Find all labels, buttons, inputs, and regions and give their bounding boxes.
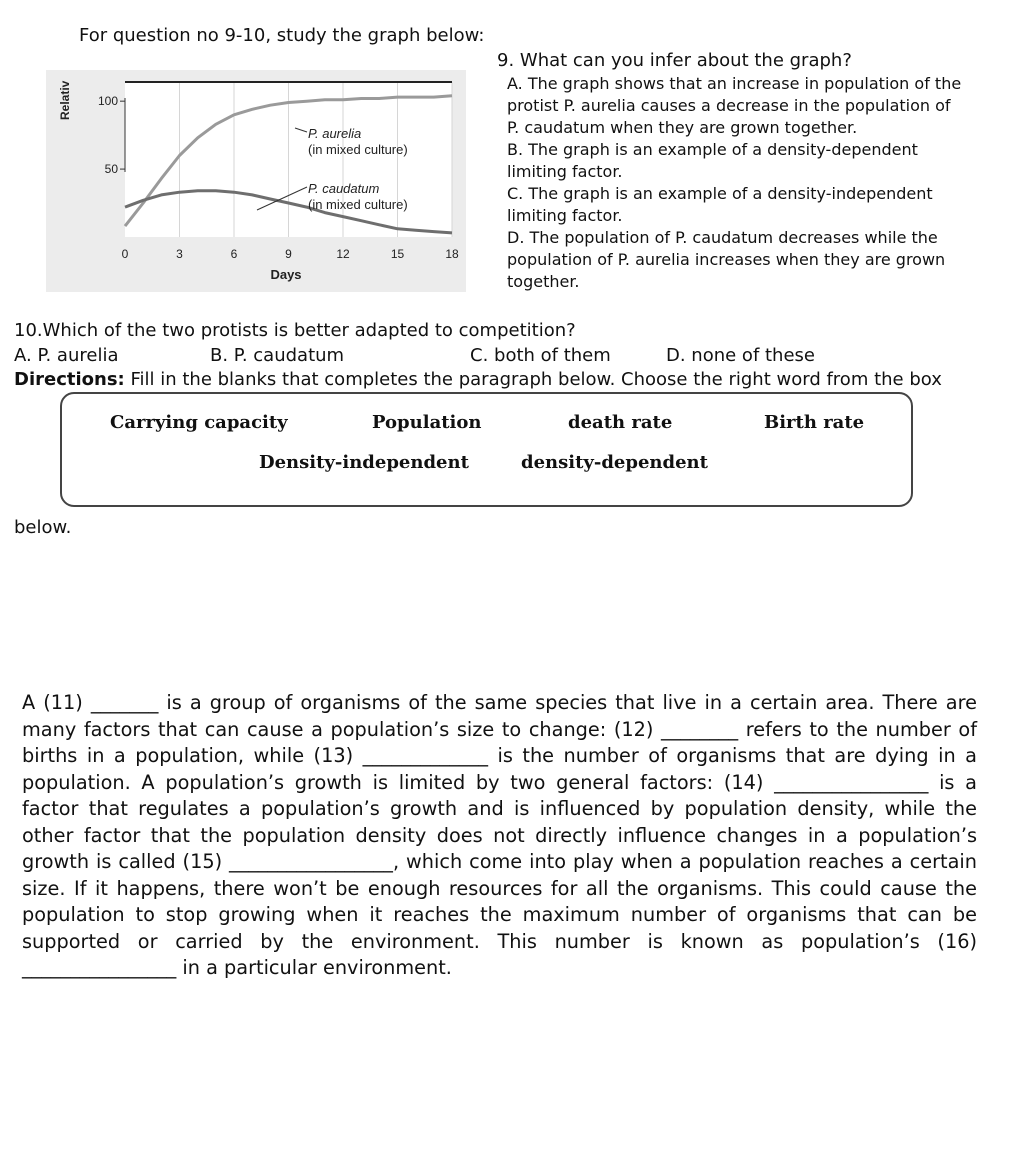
directions-text: Fill in the blanks that completes the paragraph below. Choose the right word from the box (124, 369, 942, 390)
x-tick-label-15: 15 (390, 247, 405, 261)
x-tick-label-3: 3 (176, 247, 183, 261)
word-birth-rate: Birth rate (764, 412, 865, 433)
series-label-p-aurelia-line-1: (in mixed culture) (308, 142, 408, 157)
question-10-option-b: B. P. caudatum (210, 345, 345, 366)
question-9-option-d: D. The population of P. caudatum decreases while the population of P. aurelia increases when they are grown together. (507, 228, 946, 291)
x-tick-label-9: 9 (285, 247, 292, 261)
question-9-option-c: C. The graph is an example of a density-independent limiting factor. (507, 184, 933, 225)
x-tick-label-0: 0 (121, 247, 129, 261)
series-label-p-caudatum-line-1: (in mixed culture) (308, 197, 408, 212)
chart-svg (46, 70, 466, 292)
word-death-rate: death rate (568, 412, 673, 433)
question-10-options (14, 345, 1014, 369)
x-tick-label-18: 18 (445, 247, 459, 261)
question-9-option-b: B. The graph is an example of a density-dependent limiting factor. (507, 140, 918, 181)
question-10-option-d: D. none of these (666, 345, 815, 366)
question-10-option-c: C. both of them (470, 345, 611, 366)
directions-continuation: below. (14, 517, 72, 538)
question-9-stem: 9. What can you infer about the graph? (497, 50, 852, 71)
directions-label: Directions: (14, 369, 125, 390)
word-density-dependent: density-dependent (521, 452, 708, 473)
word-density-independent: Density-independent (259, 452, 469, 473)
directions (14, 369, 942, 390)
question-10-stem: 10.Which of the two protists is better adapted to competition? (14, 320, 576, 341)
question-9-option-a: A. The graph shows that an increase in population of the protist P. aurelia causes a decrease in the population of P. caudatum when they are grown together. (507, 74, 962, 137)
x-axis-label: Days (270, 267, 302, 282)
fill-in-paragraph: A (11) _______ is a group of organisms of the same species that live in a certain area. There are many factors that can cause a population’s size to change: (12) ________ refers to the number of births in a population, while (13) _____________ is the number of organisms that are dying in a population. A population’s growth is limited by two general factors: (14) ________________ is a factor that regulates a population’s growth and is influenced by population density, while the other factor that the population density does not directly influence changes in a population’s growth is called (15) _________________, which come into play when a population reaches a certain size. If it happens, there won’t be enough resources for all the organisms. This could cause the population to stop growing when it reaches the maximum number of organisms that can be supported or carried by the environment. This number is known as population’s (16) ________________ in a particular environment. (22, 691, 977, 979)
series-label-p-caudatum-line-0: P. caudatum (308, 181, 380, 196)
y-tick-label-100: 100 (97, 94, 118, 109)
intro-text: For question no 9-10, study the graph below: (79, 25, 485, 46)
population-graph (46, 70, 466, 292)
question-9 (497, 50, 997, 293)
x-tick-label-12: 12 (336, 247, 350, 261)
y-axis-label: Relativ (58, 80, 72, 120)
word-box (60, 392, 913, 507)
y-tick-label-50: 50 (104, 162, 118, 177)
question-10-option-a: A. P. aurelia (14, 345, 119, 366)
x-tick-label-6: 6 (230, 247, 238, 261)
word-carrying-capacity: Carrying capacity (110, 412, 288, 433)
word-population: Population (372, 412, 482, 433)
series-label-p-aurelia-line-0: P. aurelia (308, 126, 362, 141)
